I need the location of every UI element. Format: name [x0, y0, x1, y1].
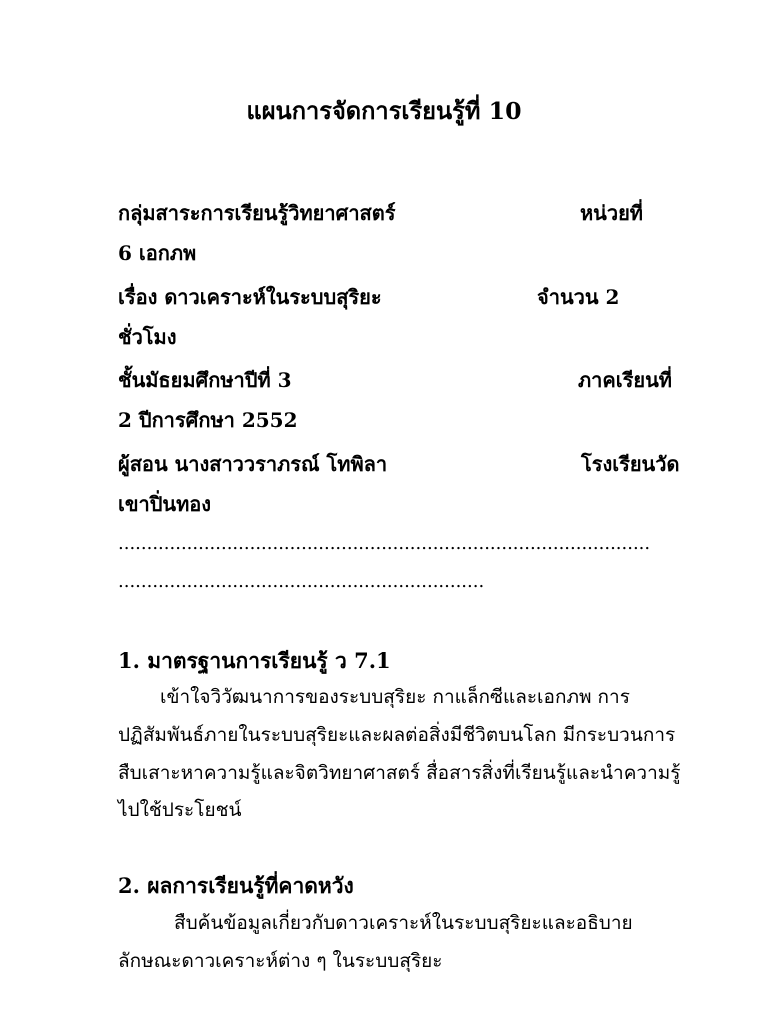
duration-unit: ชั่วโมง	[118, 325, 177, 349]
section-1-line: ปฏิสัมพันธ์ภายในระบบสุริยะและผลต่อสิ่งมีชีวิตบนโลก มีกระบวนการ	[118, 724, 676, 746]
document-title: แผนการจัดการเรียนรู้ที่ 10	[246, 97, 522, 125]
grade-level: ชั้นมัธยมศึกษาปีที่ 3	[118, 368, 292, 392]
dotted-line-1: .............................................................................................	[118, 533, 651, 554]
duration: จำนวน 2	[537, 285, 620, 309]
section-1-line: สืบเสาะหาความรู้และจิตวิทยาศาสตร์ สื่อสารสิ่งที่เรียนรู้และนำความรู้	[118, 762, 681, 784]
unit-name: 6 เอกภพ	[118, 241, 197, 265]
section-1-heading: 1. มาตรฐานการเรียนรู้ ว 7.1	[118, 648, 391, 673]
section-1-line: ไปใช้ประโยชน์	[118, 799, 242, 821]
academic-year: 2 ปีการศึกษา 2552	[118, 408, 298, 432]
section-1-line: เข้าใจวิวัฒนาการของระบบสุริยะ กาแล็กซีและเอกภพ การ	[160, 686, 630, 708]
section-2-heading: 2. ผลการเรียนรู้ที่คาดหวัง	[118, 873, 354, 898]
school-name: เขาปิ่นทอง	[118, 492, 212, 516]
topic: เรื่อง ดาวเคราะห์ในระบบสุริยะ	[118, 285, 382, 309]
dotted-line-2: ................................................................	[118, 571, 485, 592]
school-label: โรงเรียนวัด	[581, 452, 680, 476]
unit-label: หน่วยที่	[580, 201, 643, 225]
subject-group: กลุ่มสาระการเรียนรู้วิทยาศาสตร์	[118, 201, 396, 225]
teacher: ผู้สอน นางสาววราภรณ์ โทพิลา	[118, 452, 388, 476]
semester-label: ภาคเรียนที่	[578, 368, 672, 392]
section-2-line: สืบค้นข้อมูลเกี่ยวกับดาวเคราะห์ในระบบสุริยะและอธิบาย	[174, 912, 633, 934]
section-2-line: ลักษณะดาวเคราะห์ต่าง ๆ ในระบบสุริยะ	[118, 950, 443, 972]
